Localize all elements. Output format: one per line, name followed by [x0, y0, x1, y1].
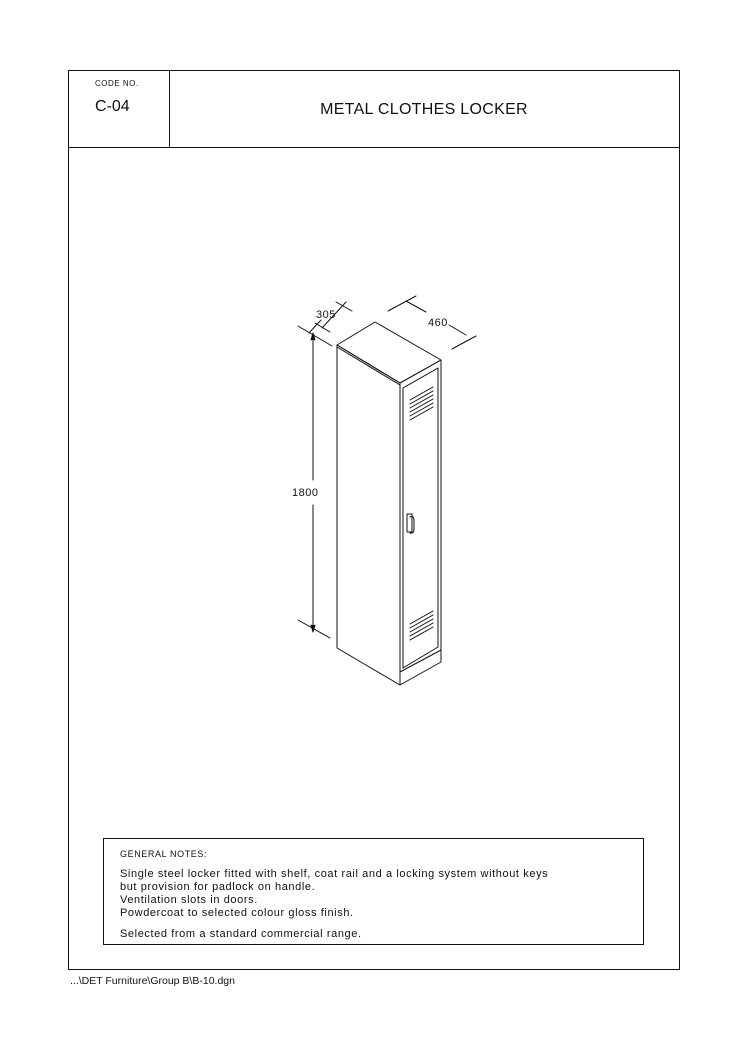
file-path: ...\DET Furniture\Group B\B-10.dgn — [70, 975, 235, 987]
note-line: Selected from a standard commercial range. — [120, 928, 362, 940]
height-dimension — [298, 326, 332, 638]
note-line: Ventilation slots in doors. — [120, 894, 258, 906]
note-line: but provision for padlock on handle. — [120, 881, 316, 893]
depth-label: 305 — [316, 309, 336, 321]
general-notes-box — [103, 838, 644, 945]
lower-vent-slots — [410, 611, 433, 640]
notes-title: GENERAL NOTES: — [120, 849, 208, 859]
locker-body — [337, 322, 441, 685]
code-value: C-04 — [95, 98, 130, 115]
door-handle — [407, 514, 414, 533]
height-label: 1800 — [292, 487, 319, 499]
note-line: Single steel locker fitted with shelf, coat rail and a locking system without keys — [120, 868, 549, 880]
drawing-title: METAL CLOTHES LOCKER — [320, 101, 528, 118]
upper-vent-slots — [410, 387, 433, 420]
width-label: 460 — [428, 317, 448, 329]
note-line: Powdercoat to selected colour gloss finish. — [120, 907, 354, 919]
code-label: CODE NO. — [95, 79, 139, 88]
